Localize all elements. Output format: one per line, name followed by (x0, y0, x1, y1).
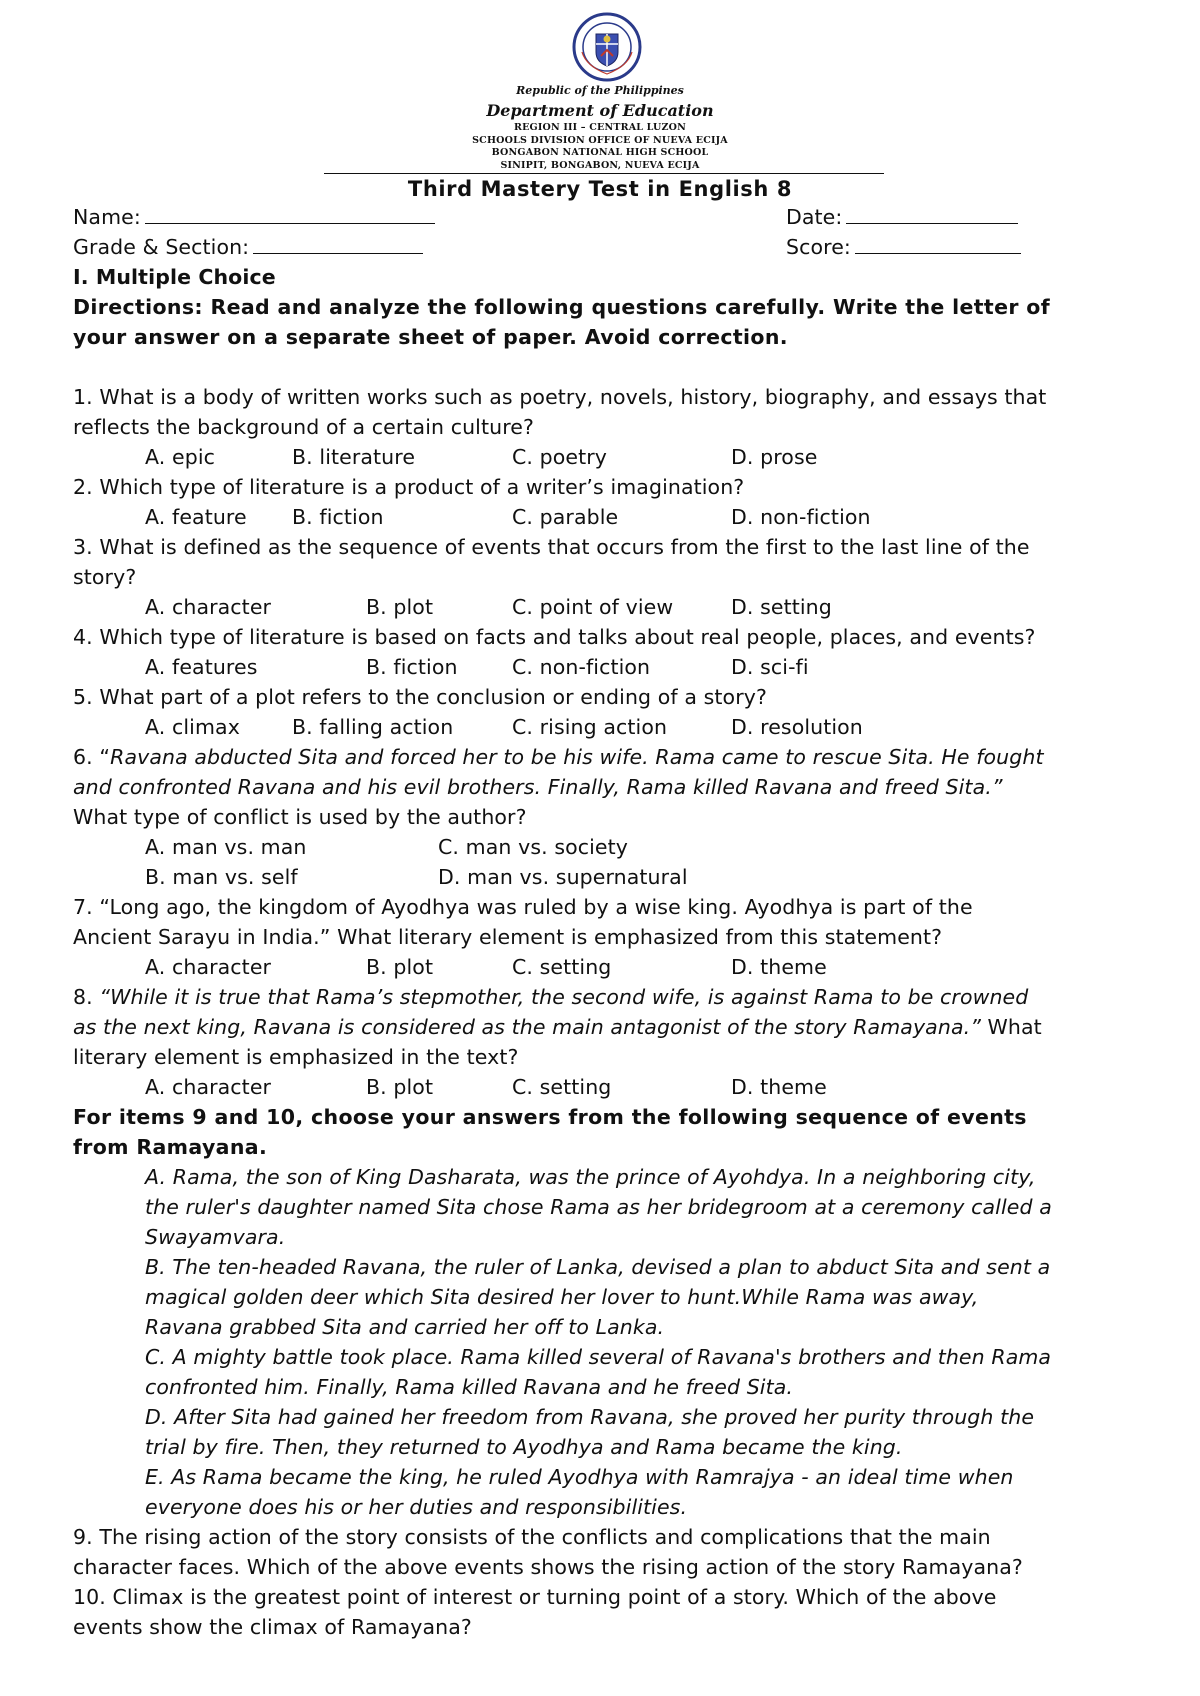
address-label: SINIPIT, BONGABON, NUEVA ECIJA (500, 160, 700, 171)
q6-option-b: B. man vs. self (145, 865, 298, 889)
grade-section-field[interactable] (73, 232, 423, 262)
q8-text-1 (73, 982, 1028, 1012)
event-d-line-2: trial by fire. Then, they returned to Ayodhya and Rama became the king. (145, 1435, 903, 1459)
name-blank[interactable] (145, 205, 435, 224)
q1-option-b: B. literature (292, 445, 416, 469)
region-label: REGION III – CENTRAL LUZON (513, 122, 686, 133)
q8-quote-1: “While it is true that Rama’s stepmother, the second wife, is against Rama to be crowned (99, 985, 1029, 1009)
q2-option-a: A. feature (145, 505, 247, 529)
q10-text-2: events show the climax of Ramayana? (73, 1615, 472, 1639)
q3-text-2: story? (73, 565, 137, 589)
q1-option-d: D. prose (731, 445, 818, 469)
q3-option-a: A. character (145, 595, 272, 619)
date-blank[interactable] (846, 205, 1018, 224)
items-9-10-instruction-1: For items 9 and 10, choose your answers from the following sequence of events (73, 1105, 1027, 1129)
q1-option-c: C. poetry (512, 445, 608, 469)
q10-text-1: 10. Climax is the greatest point of interest or turning point of a story. Which of the above (73, 1585, 997, 1609)
q9-text-2: character faces. Which of the above events shows the rising action of the story Ramayana? (73, 1555, 1023, 1579)
q7-option-d: D. theme (731, 955, 827, 979)
q4-option-b: B. fiction (366, 655, 458, 679)
q7-option-a: A. character (145, 955, 272, 979)
q6-text-1 (73, 742, 1044, 772)
q4-option-a: A. features (145, 655, 258, 679)
date-field[interactable] (786, 202, 1018, 232)
department-label: Department of Education (486, 101, 714, 120)
q1-text-1: 1. What is a body of written works such as poetry, novels, history, biography, and essays that (73, 385, 1047, 409)
q8-suffix: What (980, 1015, 1042, 1039)
q6-prefix: 6. “ (73, 745, 111, 769)
q5-option-c: C. rising action (512, 715, 668, 739)
page-title: Third Mastery Test in English 8 (407, 177, 793, 201)
q8-option-b: B. plot (366, 1075, 434, 1099)
q4-text-1: 4. Which type of literature is based on facts and talks about real people, places, and events? (73, 625, 1036, 649)
event-b-line-1: B. The ten-headed Ravana, the ruler of Lanka, devised a plan to abduct Sita and sent a (145, 1255, 1051, 1279)
event-a-line-2: the ruler's daughter named Sita chose Rama as her bridegroom at a ceremony called a (145, 1195, 1052, 1219)
q8-option-c: C. setting (512, 1075, 612, 1099)
event-c-line-2: confronted him. Finally, Rama killed Ravana and he freed Sita. (145, 1375, 794, 1399)
q2-option-b: B. fiction (292, 505, 384, 529)
q7-text-2: Ancient Sarayu in India.” What literary element is emphasized from this statement? (73, 925, 943, 949)
q6-option-c: C. man vs. society (438, 835, 629, 859)
q5-option-a: A. climax (145, 715, 240, 739)
score-blank[interactable] (855, 235, 1021, 254)
q9-text-1: 9. The rising action of the story consists of the conflicts and complications that the main (73, 1525, 991, 1549)
date-label: Date: (786, 205, 843, 229)
q6-text-3: What type of conflict is used by the author? (73, 805, 527, 829)
republic-label: Republic of the Philippines (516, 84, 684, 97)
q5-option-b: B. falling action (292, 715, 454, 739)
event-e-line-1: E. As Rama became the king, he ruled Ayodhya with Ramrajya - an ideal time when (145, 1465, 1014, 1489)
event-a-line-1: A. Rama, the son of King Dasharata, was the prince of Ayohdya. In a neighboring city, (145, 1165, 1036, 1189)
deped-seal-icon (572, 12, 642, 82)
directions-line-2: your answer on a separate sheet of paper. Avoid correction. (73, 325, 788, 349)
name-field[interactable] (73, 202, 435, 232)
directions-line-1: Directions: Read and analyze the following questions carefully. Write the letter of (73, 295, 1050, 319)
q8-option-d: D. theme (731, 1075, 827, 1099)
section-heading: I. Multiple Choice (73, 265, 276, 289)
score-field[interactable] (786, 232, 1021, 262)
division-label: SCHOOLS DIVISION OFFICE OF NUEVA ECIJA (472, 135, 728, 146)
grade-section-label: Grade & Section: (73, 235, 250, 259)
q8-prefix: 8. (73, 985, 100, 1009)
q8-quote-2: as the next king, Ravana is considered as the main antagonist of the story Ramayana.” (73, 1015, 981, 1039)
q4-option-c: C. non-fiction (512, 655, 651, 679)
q6-option-d: D. man vs. supernatural (438, 865, 688, 889)
q1-option-a: A. epic (145, 445, 215, 469)
q7-option-c: C. setting (512, 955, 612, 979)
q2-text-1: 2. Which type of literature is a product of a writer’s imagination? (73, 475, 745, 499)
event-d-line-1: D. After Sita had gained her freedom from Ravana, she proved her purity through the (145, 1405, 1035, 1429)
q1-text-2: reflects the background of a certain culture? (73, 415, 534, 439)
grade-section-blank[interactable] (253, 235, 423, 254)
q6-option-a: A. man vs. man (145, 835, 307, 859)
event-a-line-3: Swayamvara. (145, 1225, 286, 1249)
event-b-line-2: magical golden deer which Sita desired her lover to hunt.While Rama was away, (145, 1285, 979, 1309)
q4-option-d: D. sci-fi (731, 655, 809, 679)
q6-quote-1: Ravana abducted Sita and forced her to be his wife. Rama came to rescue Sita. He fought (110, 745, 1044, 769)
q3-option-b: B. plot (366, 595, 434, 619)
event-b-line-3: Ravana grabbed Sita and carried her off to Lanka. (145, 1315, 665, 1339)
q2-option-c: C. parable (512, 505, 619, 529)
event-e-line-2: everyone does his or her duties and responsibilities. (145, 1495, 688, 1519)
q3-option-c: C. point of view (512, 595, 674, 619)
q5-text-1: 5. What part of a plot refers to the conclusion or ending of a story? (73, 685, 767, 709)
q8-text-2 (73, 1012, 1042, 1042)
q8-option-a: A. character (145, 1075, 272, 1099)
items-9-10-instruction-2: from Ramayana. (73, 1135, 268, 1159)
score-label: Score: (786, 235, 851, 259)
q6-quote-2: and confronted Ravana and his evil brothers. Finally, Rama killed Ravana and freed Sita.” (73, 775, 1003, 799)
q7-option-b: B. plot (366, 955, 434, 979)
q8-text-3: literary element is emphasized in the text? (73, 1045, 519, 1069)
q3-text-1: 3. What is defined as the sequence of events that occurs from the first to the last line of the (73, 535, 1030, 559)
name-label: Name: (73, 205, 141, 229)
q7-text-1: 7. “Long ago, the kingdom of Ayodhya was ruled by a wise king. Ayodhya is part of the (73, 895, 973, 919)
event-c-line-1: C. A mighty battle took place. Rama killed several of Ravana's brothers and then Rama (145, 1345, 1052, 1369)
q5-option-d: D. resolution (731, 715, 863, 739)
q3-option-d: D. setting (731, 595, 832, 619)
school-label: BONGABON NATIONAL HIGH SCHOOL (491, 147, 709, 158)
q2-option-d: D. non-fiction (731, 505, 871, 529)
